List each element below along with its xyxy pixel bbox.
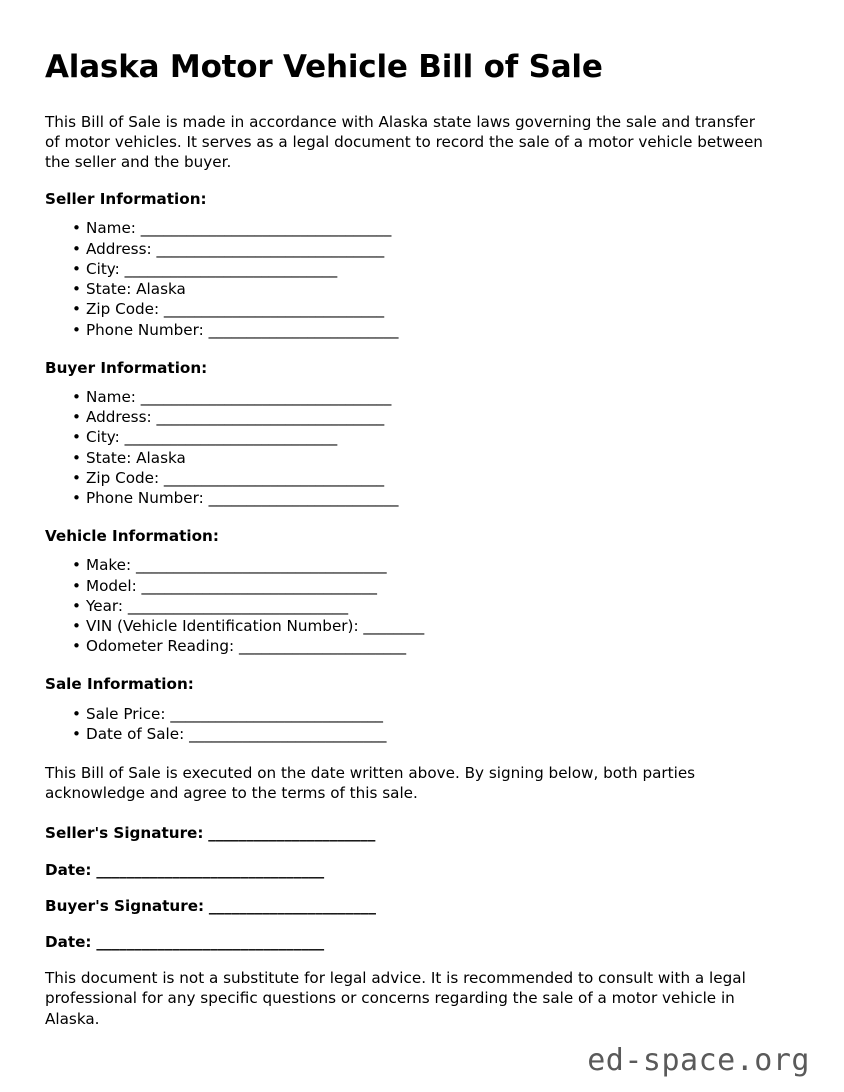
field-row bbox=[45, 616, 765, 636]
signature-blank-line[interactable]: ______________________________ bbox=[96, 933, 325, 952]
field-label: Sale Price: bbox=[86, 704, 166, 723]
field-row bbox=[45, 218, 765, 238]
field-label: Name: bbox=[86, 387, 136, 406]
field-label: Zip Code: bbox=[86, 300, 160, 319]
field-blank-line[interactable]: ________ bbox=[363, 617, 425, 635]
field-row bbox=[45, 555, 765, 575]
intro-paragraph: This Bill of Sale is made in accordance with Alaska state laws governing the sale and transfer of motor vehicles. It serves as a legal document to record the sale of a motor vehicle between the seller and the buyer. bbox=[45, 112, 763, 172]
field-label: City: bbox=[86, 259, 120, 278]
vehicle-field-list bbox=[45, 555, 765, 656]
field-row bbox=[45, 239, 765, 259]
seller-information-heading: Seller Information: bbox=[45, 190, 207, 209]
field-blank-line[interactable]: _________________________________ bbox=[140, 219, 392, 238]
field-label: Year: bbox=[86, 596, 124, 615]
field-blank-line[interactable]: _____________________________ bbox=[163, 300, 385, 319]
signature-row bbox=[45, 932, 765, 952]
field-blank-line[interactable]: _________________________________ bbox=[140, 387, 392, 406]
field-row bbox=[45, 279, 765, 299]
field-label: VIN (Vehicle Identification Number): bbox=[86, 617, 359, 635]
field-blank-line[interactable]: _________________________________ bbox=[135, 556, 387, 575]
field-blank-line[interactable]: __________________________ bbox=[189, 724, 387, 743]
field-label: City: bbox=[86, 428, 120, 447]
field-label: Zip Code: bbox=[86, 468, 160, 487]
field-row bbox=[45, 407, 765, 427]
buyer-field-list bbox=[45, 387, 765, 508]
page-title: Alaska Motor Vehicle Bill of Sale bbox=[45, 49, 603, 85]
field-label: State: bbox=[86, 448, 132, 467]
vehicle-information-heading: Vehicle Information: bbox=[45, 527, 219, 546]
field-label: Name: bbox=[86, 219, 136, 238]
field-row bbox=[45, 299, 765, 319]
sale-information-heading: Sale Information: bbox=[45, 675, 194, 694]
field-label: Address: bbox=[86, 408, 152, 427]
signature-label: Date: bbox=[45, 933, 92, 952]
field-row bbox=[45, 576, 765, 596]
signature-row bbox=[45, 896, 765, 916]
field-row bbox=[45, 724, 765, 744]
field-row bbox=[45, 320, 765, 340]
field-row bbox=[45, 596, 765, 616]
field-row bbox=[45, 704, 765, 724]
seller-field-list bbox=[45, 218, 765, 339]
field-row bbox=[45, 448, 765, 468]
signature-blank-line[interactable]: ______________________ bbox=[208, 824, 376, 843]
field-row bbox=[45, 468, 765, 488]
signature-blank-line[interactable]: ______________________________ bbox=[96, 860, 325, 879]
field-blank-line[interactable]: _______________________________ bbox=[141, 576, 377, 595]
field-blank-line[interactable]: _____________________________ bbox=[127, 596, 349, 615]
field-row bbox=[45, 259, 765, 279]
signature-row bbox=[45, 860, 765, 880]
field-row bbox=[45, 387, 765, 407]
field-blank-line[interactable]: ____________________________ bbox=[124, 259, 338, 278]
field-label: Odometer Reading: bbox=[86, 637, 235, 656]
field-row bbox=[45, 427, 765, 447]
field-label: Phone Number: bbox=[86, 320, 204, 339]
field-blank-line[interactable]: ____________________________ bbox=[124, 428, 338, 447]
sale-field-list bbox=[45, 704, 765, 744]
field-blank-line[interactable]: _________________________ bbox=[208, 320, 399, 339]
field-blank-line[interactable]: _____________________________ bbox=[163, 468, 385, 487]
field-blank-line[interactable]: ____________________________ bbox=[170, 704, 383, 723]
field-blank-line[interactable]: Alaska bbox=[136, 280, 186, 299]
field-blank-line[interactable]: ______________________ bbox=[239, 637, 407, 656]
field-label: Address: bbox=[86, 239, 152, 258]
field-label: Model: bbox=[86, 576, 137, 595]
signature-label: Seller's Signature: bbox=[45, 824, 204, 843]
signature-row bbox=[45, 823, 765, 843]
field-blank-line[interactable]: ______________________________ bbox=[156, 408, 385, 427]
site-watermark: ed-space.org bbox=[587, 1043, 810, 1078]
legal-disclaimer: This document is not a substitute for legal advice. It is recommended to consult with a legal professional for any specific questions or concerns regarding the sale of a motor vehicle in Alaska. bbox=[45, 969, 746, 1028]
field-blank-line[interactable]: _________________________ bbox=[208, 488, 399, 507]
field-label: Date of Sale: bbox=[86, 724, 185, 743]
field-row bbox=[45, 488, 765, 508]
field-label: Make: bbox=[86, 556, 132, 575]
field-blank-line[interactable]: ______________________________ bbox=[156, 239, 385, 258]
field-label: Phone Number: bbox=[86, 488, 204, 507]
execution-clause: This Bill of Sale is executed on the date written above. By signing below, both parties acknowledge and agree to the terms of this sale. bbox=[45, 764, 696, 803]
signature-label: Buyer's Signature: bbox=[45, 896, 205, 915]
signature-blank-line[interactable]: ______________________ bbox=[208, 896, 376, 915]
field-row bbox=[45, 636, 765, 656]
field-label: State: bbox=[86, 280, 132, 299]
signature-block bbox=[45, 823, 765, 952]
signature-label: Date: bbox=[45, 860, 92, 879]
buyer-information-heading: Buyer Information: bbox=[45, 358, 208, 377]
field-blank-line[interactable]: Alaska bbox=[136, 448, 186, 467]
